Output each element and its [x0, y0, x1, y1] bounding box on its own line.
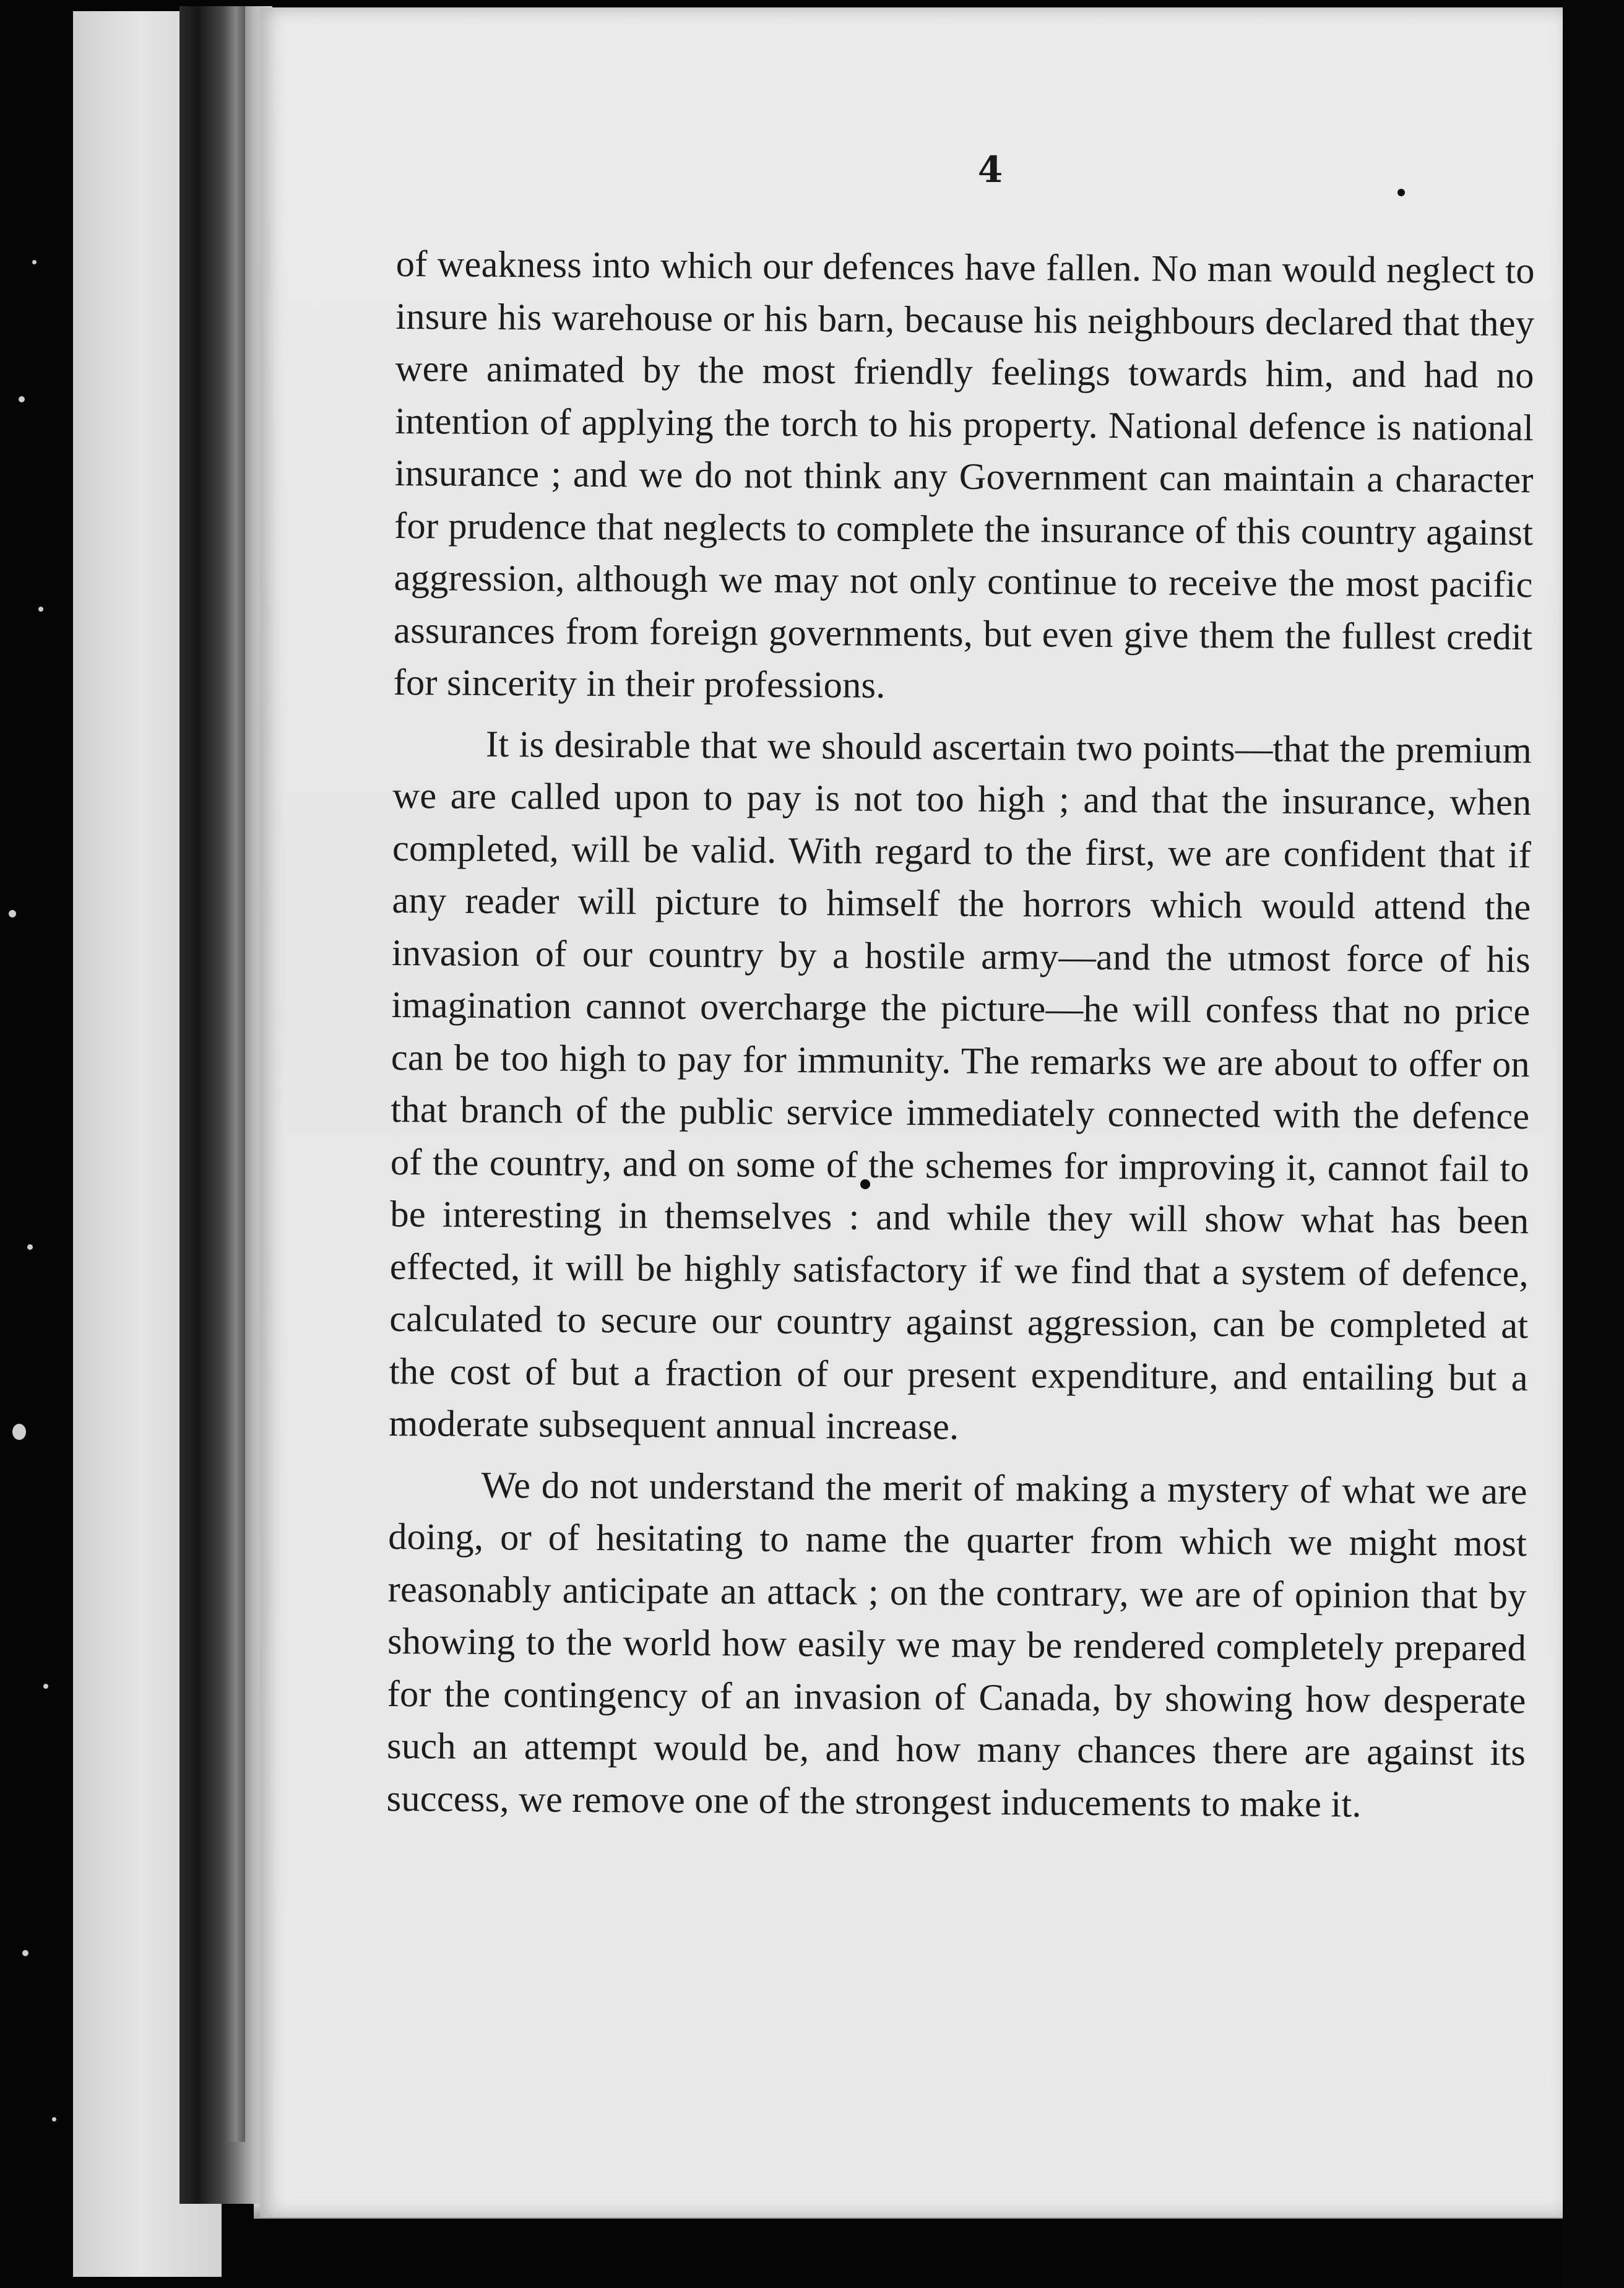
right-edge-shadow	[1563, 0, 1624, 2288]
paragraph-2: It is desirable that we should ascertain two points—that the premium we are called upon to pay is not too high ; and that the insurance, when completed, will be valid. With regard to the first, we are confident that if any reader will picture to himself the horrors which would attend the invasion of our country by a hostile army—and the utmost force of his imagination cannot overcharge the picture—he will confess that no price can be too high to pay for immunity. The remarks we are about to offer on that branch of the public service immediately connected with the defence of the country, and on some of the schemes for improving it, cannot fail to be interesting in themselves : and while they will show what has been effected, it will be highly satisfactory if we find that a system of defence, calculated to secure our country against aggression, can be completed at the cost of but a fraction of our present expenditure, and entailing but a moderate subsequent annual increase.	[389, 723, 1532, 1448]
speckle	[12, 1424, 26, 1440]
speckle	[52, 2117, 56, 2121]
speckle	[38, 607, 43, 612]
body-text	[386, 238, 1535, 1832]
speckle	[32, 260, 37, 264]
speckle	[43, 1684, 48, 1689]
paragraph-1: of weakness into which our defences have fallen. No man would neglect to insure his warehouse or his barn, because his neighbours declared that they were animated by the most friendly feelings towards him, and had no intention of applying the torch to his property. National defence is national insurance ; and we do not think any Government can maintain a character for prudence that neglects to complete the insurance of this country against aggression, although we may not only continue to receive the most pacific assurances from foreign governments, but even give them the fullest credit for sincerity in their professions.	[393, 243, 1535, 706]
paragraph-3: We do not understand the merit of making a mystery of what we are doing, or of hesitating to name the quarter from which we might most reasonably anticipate an attack ; on the contrary, we are of opinion that by showing to the world how easily we may be rendered completely prepared for the contingency of an invasion of Canada, by showing how desperate such an attempt would be, and how many chances there are against its success, we remove one of the strongest inducements to make it.	[386, 1464, 1527, 1826]
speckle	[27, 1244, 33, 1250]
binding-gutter	[179, 6, 272, 2204]
speckle	[9, 910, 16, 917]
ink-dot	[1397, 189, 1405, 196]
speckle	[19, 396, 25, 402]
gutter-edge	[227, 6, 245, 2142]
speckle	[22, 1950, 28, 1956]
page-number: 4	[977, 149, 1003, 191]
